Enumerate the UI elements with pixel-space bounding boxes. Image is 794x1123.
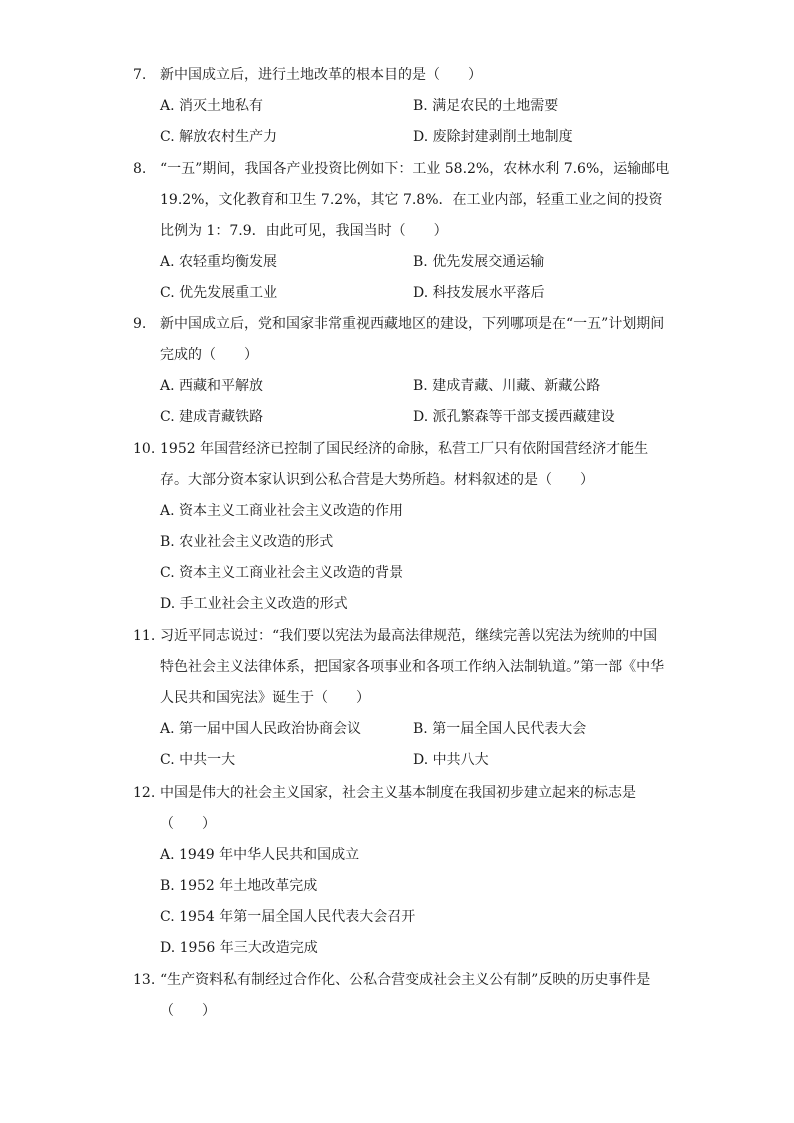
question-number: 7. (133, 67, 147, 83)
option-d[interactable]: D. 中共八大 (413, 752, 489, 768)
question-stem: 新中国成立后，党和国家非常重视西藏地区的建设，下列哪项是在“一五”计划期间完成的（ ） (160, 316, 665, 363)
option-d[interactable]: D. 手工业社会主义改造的形式 (160, 596, 348, 612)
option-d[interactable]: D. 派孔繁森等干部支援西藏建设 (413, 409, 615, 425)
question-stem: 新中国成立后，进行土地改革的根本目的是（ ） (160, 67, 482, 83)
question-stem: “一五”期间，我国各产业投资比例如下：工业 58.2%，农林水利 7.6%，运输邮电 19.2%，文化教育和卫生 7.2%，其它 7.8%．在工业内部，轻重工业之间的投资比例为 1：7.9．由此可见，我国当时（ ） (160, 161, 670, 239)
option-c[interactable]: C. 解放农村生产力 (160, 129, 278, 145)
option-c[interactable]: C. 建成青藏铁路 (160, 409, 264, 425)
question-stem: 中国是伟大的社会主义国家，社会主义基本制度在我国初步建立起来的标志是（ ） (160, 785, 636, 832)
option-b[interactable]: B. 1952 年土地改革完成 (160, 878, 318, 894)
option-c[interactable]: C. 优先发展重工业 (160, 285, 278, 301)
question-number: 10. (133, 441, 156, 457)
option-b[interactable]: B. 第一届全国人民代表大会 (413, 721, 587, 737)
question-stem: 习近平同志说过：“我们要以宪法为最高法律规范，继续完善以宪法为统帅的中国特色社会主义法律体系，把国家各项事业和各项工作纳入法制轨道。”第一部《中华人民共和国宪法》诞生于（ ） (160, 628, 665, 706)
option-b[interactable]: B. 优先发展交通运输 (413, 254, 545, 270)
option-c[interactable]: C. 1954 年第一届全国人民代表大会召开 (160, 909, 416, 925)
option-b[interactable]: B. 满足农民的土地需要 (413, 98, 559, 114)
question-number: 8. (133, 161, 147, 177)
option-d[interactable]: D. 废除封建剥削土地制度 (413, 129, 573, 145)
option-a[interactable]: A. 1949 年中华人民共和国成立 (160, 847, 360, 863)
question-number: 11. (133, 628, 156, 644)
question-stem: “生产资料私有制经过合作化、公私合营变成社会主义公有制”反映的历史事件是（ ） (160, 972, 651, 1019)
option-a[interactable]: A. 第一届中国人民政治协商会议 (160, 721, 362, 737)
question-number: 12. (133, 785, 156, 801)
question-number: 13. (133, 972, 156, 988)
question-stem: 1952 年国营经济已控制了国民经济的命脉，私营工厂只有依附国营经济才能生存。大部分资本家认识到公私合营是大势所趋。材料叙述的是（ ） (160, 441, 649, 488)
option-a[interactable]: A. 消灭土地私有 (160, 98, 264, 114)
option-d[interactable]: D. 1956 年三大改造完成 (160, 940, 318, 956)
option-c[interactable]: C. 中共一大 (160, 752, 236, 768)
option-b[interactable]: B. 农业社会主义改造的形式 (160, 534, 334, 550)
question-number: 9. (133, 316, 147, 332)
option-d[interactable]: D. 科技发展水平落后 (413, 285, 545, 301)
option-a[interactable]: A. 农轻重均衡发展 (160, 254, 278, 270)
option-a[interactable]: A. 资本主义工商业社会主义改造的作用 (160, 503, 404, 519)
option-a[interactable]: A. 西藏和平解放 (160, 378, 264, 394)
option-c[interactable]: C. 资本主义工商业社会主义改造的背景 (160, 565, 404, 581)
option-b[interactable]: B. 建成青藏、川藏、新藏公路 (413, 378, 601, 394)
